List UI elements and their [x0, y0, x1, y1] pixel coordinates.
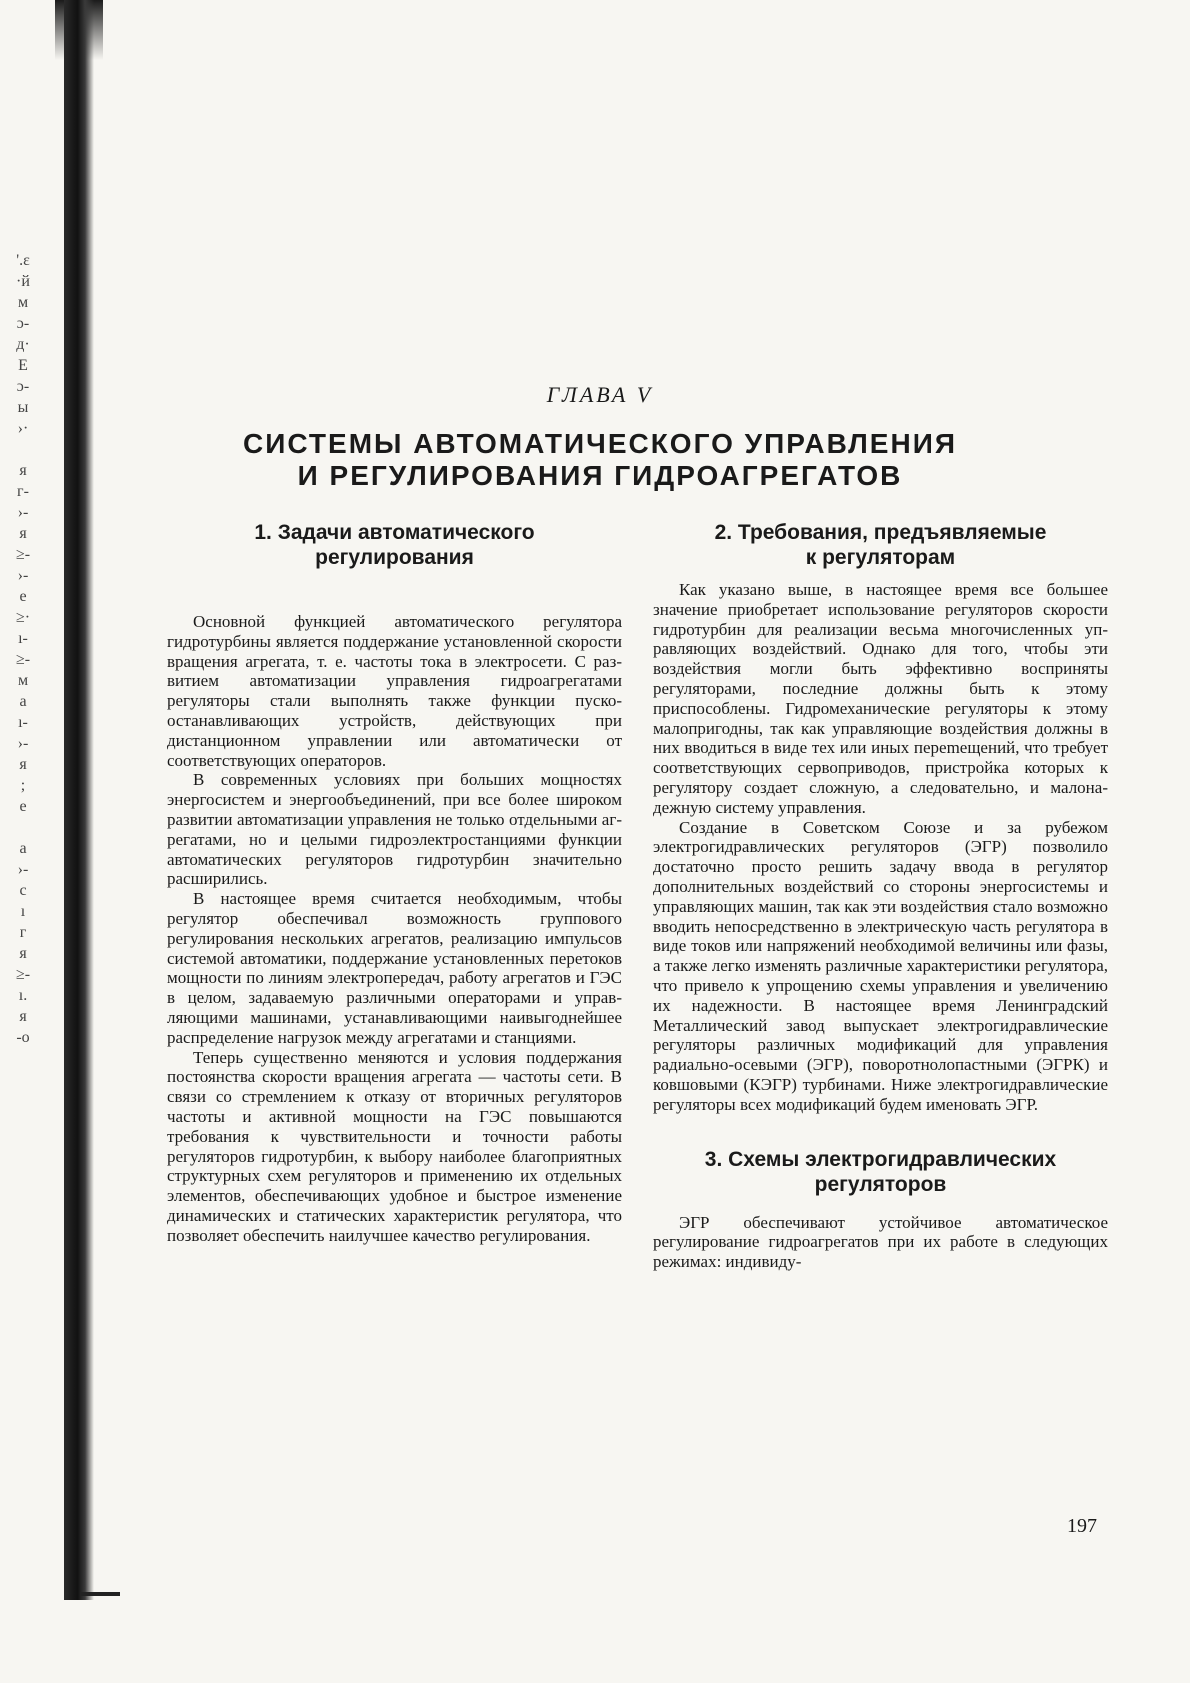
margin-bleed-char: е	[19, 588, 27, 605]
margin-bleed-char: ≥·	[15, 609, 31, 626]
margin-bleed-char: я	[19, 945, 27, 962]
chapter-label: ГЛАВА V	[546, 382, 654, 407]
margin-bleed-char: м	[17, 672, 29, 689]
margin-bleed-char: е	[19, 798, 27, 815]
margin-bleed-char: а	[19, 693, 27, 710]
section-2-heading-line-2: к регуляторам	[805, 546, 956, 569]
chapter-title	[150, 428, 1050, 492]
chapter-title-line-1: СИСТЕМЫ АВТОМАТИЧЕСКОГО УПРАВЛЕНИЯ	[243, 428, 957, 459]
margin-bleed-char: ≥-	[15, 651, 31, 668]
paragraph: Основной функцией автоматического регулятора гидротурбины является поддержание установленной скорости вращения агрегата, т. е. частоты тока в электросети. С развитием автоматизации управления гидроагрегатами регуляторы стали выполнять также функции пуско-останавливающих устройств, действующих при дистанционном управлении или автоматически от соответствующих операторов.	[167, 612, 622, 770]
paragraph: ЭГР обеспечивают устойчивое автоматическое регулирование гидроагрегатов при их работе в следующих режимах: индивиду-	[653, 1212, 1108, 1272]
paragraph: В современных условиях при больших мощностях энергосистем и энергообъединений, при все более широком развитии автоматизации управления не только отдельными агрегатами, но и целыми гидроэлектростанциями функции автоматических регуляторов гидротурбин значительно расширились.	[167, 770, 622, 889]
left-column	[167, 520, 622, 1246]
margin-bleed-char: я	[19, 1008, 27, 1025]
margin-bleed-char: ı-	[18, 630, 28, 647]
margin-bleed-char: ›·	[17, 420, 29, 437]
binding-shadow-foot	[80, 1592, 120, 1596]
margin-bleed-char: а	[19, 840, 27, 857]
section-3-heading	[653, 1147, 1108, 1197]
section-3-heading-line-1: 3. Схемы электрогидравлических	[704, 1147, 1057, 1171]
margin-bleed-char: ›-	[17, 735, 29, 752]
margin-bleed-char: ı-	[18, 714, 28, 731]
margin-bleed-char: г	[19, 924, 27, 941]
margin-bleed-char: ı.	[18, 987, 28, 1004]
margin-bleed-char: -о	[16, 1029, 30, 1046]
margin-bleed-text	[6, 250, 40, 1048]
paragraph: Теперь существенно меняются и условия поддержания постоянства скорости вращения агрегата — частоты сети. В связи со стремлением к отказу от вторичных регуляторов частоты и активной мощности на ГЭС повышаются требования к чувствительности и точности работы регуляторов гидротурбин, к выбору наиболее благоприятных структурных схем регуляторов и применению их отдельных элементов, обеспечивающих удобное и быстрое изменение динамических и статических характеристик регулятора, что позволяет обеспечить наилучшее качество регулирования.	[167, 1047, 622, 1245]
margin-bleed-char: ɔ-	[16, 315, 30, 332]
margin-bleed-char: с	[19, 882, 27, 899]
section-2-heading	[653, 520, 1108, 570]
margin-bleed-char: ›-	[17, 504, 29, 521]
margin-bleed-char: ɔ-	[16, 378, 30, 395]
section-3-heading-line-2: регуляторов	[814, 1172, 947, 1196]
section-1-heading	[167, 520, 622, 570]
margin-bleed-char	[6, 817, 40, 838]
margin-bleed-char: г-	[17, 483, 29, 500]
margin-bleed-char: ы	[17, 399, 29, 416]
paragraph: Создание в Советском Союзе и за рубежом электрогидравлических регуляторов (ЭГР) позволило достаточно просто решить задачу ввода в регулятор дополнительных воздействий со стороны энергосистемы и управляющих машин, так как эти воздействия стало возможно вводить непосредственно в электрическую часть регулятора в виде токов или напряжений необходимой величины или фазы, а также легко изменять различные характеристики регулятора, что привело к упрощению схемы управления и увеличению их надежности. В настоящее время Ленинградский Металлический завод выпускает электрогидравлические регуляторы различных модификаций для управления радиально-осевыми (ЭГР), поворотнолопастными (ЭГРК) и ковшовыми (КЭГР) турбинами. Ниже электрогидравлические регуляторы всех модификаций будем именовать ЭГР.	[653, 817, 1108, 1114]
margin-bleed-char: д·	[16, 336, 30, 353]
margin-bleed-char	[6, 439, 40, 460]
page-number: 197	[1067, 1515, 1097, 1537]
book-binding-shadow	[64, 0, 94, 1600]
margin-bleed-char: ›-	[17, 567, 29, 584]
margin-bleed-char: E	[18, 357, 28, 374]
margin-bleed-char: ≥-	[15, 966, 31, 983]
paragraph: В настоящее время считается необходимым, чтобы регулятор обеспечивал возможность группового регулирования нескольких агрегатов, реализацию импульсов системой автоматики, поддержание установленных перетоков мощности по линиям электропередач, работу агрегатов и ГЭС в целом, задаваемую различными операторами и управляющими машинами, устанавливающими наивыгоднейшее распределение нагрузок между агрегатами и станциями.	[167, 889, 622, 1047]
section-2-heading-line-1: 2. Требования, предъявляемые	[714, 521, 1047, 544]
margin-bleed-char: м	[17, 294, 29, 311]
margin-bleed-char: ·й	[16, 273, 30, 290]
margin-bleed-char: я	[19, 525, 27, 542]
margin-bleed-char: я	[19, 756, 27, 773]
paragraph: Как указано выше, в настоящее время все большее значение приобретает использование регуляторов скорости гидротурбин для реализации весьма многочисленных управляющих воздействий. Однако для того, чтобы эти воздействия могли быть эффективно восприняты регуляторами, последние должны быть к этому приспособлены. Гидромеханические регуляторы к этому малопригодны, так как управляющие воздействия должны в них вводиться в виде тех или иных переmещений, что требует соответствующих сервоприводов, пристройка которых к регулятору создает сложную, а следовательно, и малонадежную систему управления.	[653, 580, 1108, 817]
margin-bleed-char: ;	[20, 777, 26, 794]
section-1-heading-line-2: регулирования	[315, 546, 474, 569]
margin-bleed-char: ı	[20, 903, 26, 920]
section-1-heading-line-1: 1. Задачи автоматического	[254, 521, 535, 544]
margin-bleed-char: я	[19, 462, 27, 479]
right-column	[653, 520, 1108, 1272]
margin-bleed-char: ≥-	[15, 546, 31, 563]
chapter-title-line-2: И РЕГУЛИРОВАНИЯ ГИДРОАГРЕГАТОВ	[297, 460, 903, 491]
margin-bleed-char: '.ε	[16, 252, 30, 269]
margin-bleed-char: ›-	[17, 861, 29, 878]
